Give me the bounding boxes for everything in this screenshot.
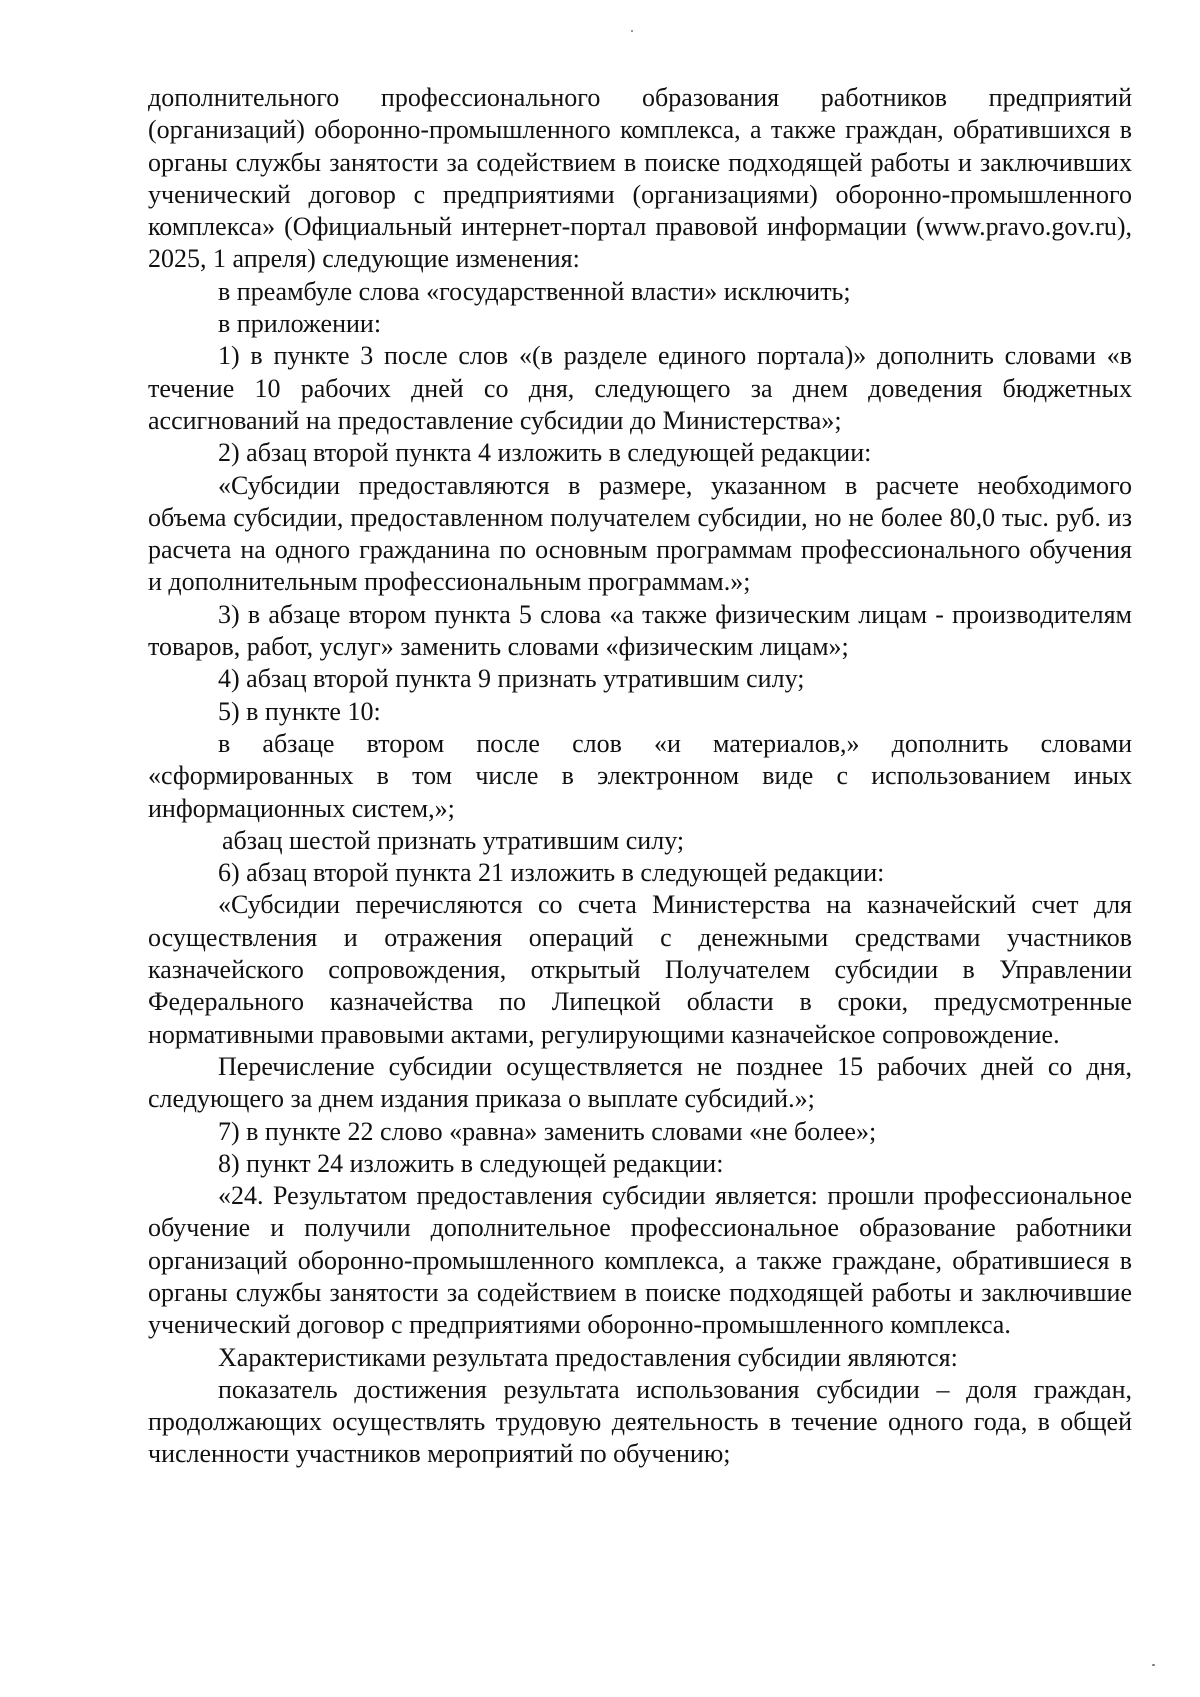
paragraph-item-1: 1) в пункте 3 после слов «(в разделе единого портала)» дополнить словами «в течение 10 рабочих дней со дня, следующего за днем доведения бюджетных ассигнований на предоставление субсидии до Министерства»;: [148, 341, 1132, 435]
paragraph-item-5: 5) в пункте 10:: [218, 696, 381, 726]
paragraph-item-5-a: в абзаце втором после слов «и материалов,» дополнить словами «сформированных в том числе в электронном виде с использованием иных информационных систем,»;: [148, 728, 1132, 823]
paragraph-item-2: 2) абзац второй пункта 4 изложить в следующей редакции:: [218, 438, 872, 468]
paragraph-item-7: 7) в пункте 22 слово «равна» заменить словами «не более»;: [218, 1116, 877, 1146]
paragraph-item-4: 4) абзац второй пункта 9 признать утратившим силу;: [218, 664, 805, 694]
scan-speck: [631, 30, 633, 32]
paragraph-continuation: дополнительного профессионального образования работников предприятий (организаций) оборонно-промышленного комплекса, а также граждан, обратившихся в органы службы занятости за содействием в поиске подходящей работы и заключивших ученический договор с предприятиями (организациями) оборонно-промышленного комплекса» (Официальный интернет-портал правовой информации (www.pravo.gov.ru), 2025, 1 апреля) следующие изменения:: [148, 83, 1132, 274]
paragraph-item-3: 3) в абзаце втором пункта 5 слова «а также физическим лицам - производителям товаров, работ, услуг» заменить словами «физическим лицам»;: [148, 599, 1132, 662]
paragraph-characteristics: Характеристиками результата предоставления субсидии являются:: [218, 1342, 958, 1372]
paragraph-indicator: показатель достижения результата использования субсидии – доля граждан, продолжающих осуществлять трудовую деятельность в течение одного года, в общей численности участников мероприятий по обучению;: [148, 1374, 1132, 1469]
scan-speck: [1152, 1664, 1155, 1666]
paragraph-item-5-b: абзац шестой признать утратившим силу;: [222, 825, 685, 855]
paragraph-item-8-quote: «24. Результатом предоставления субсидии является: прошли профессиональное обучение и получили дополнительное профессиональное образование работники организаций оборонно-промышленного комплекса, а также граждане, обратившиеся в органы службы занятости за содействием в поиске подходящей работы и заключившие ученический договор с предприятиями оборонно-промышленного комплекса.: [148, 1181, 1132, 1340]
paragraph-item-6-quote-2: Перечисление субсидии осуществляется не позднее 15 рабочих дней со дня, следующего за днем издания приказа о выплате субсидий.»;: [148, 1051, 1132, 1114]
paragraph-appendix-intro: в приложении:: [218, 309, 382, 339]
document-body: [148, 82, 1132, 1471]
paragraph-item-8: 8) пункт 24 изложить в следующей редакции:: [218, 1148, 724, 1178]
paragraph-item-6-quote: «Субсидии перечисляются со счета Министерства на казначейский счет для осуществления и отражения операций с денежными средствами участников казначейского сопровождения, открытый Получателем субсидии в Управлении Федерального казначейства по Липецкой области в сроки, предусмотренные нормативными правовыми актами, регулирующими казначейское сопровождение.: [148, 890, 1132, 1049]
paragraph-item-2-quote: «Субсидии предоставляются в размере, указанном в расчете необходимого объема субсидии, предоставленном получателем субсидии, но не более 80,0 тыс. руб. из расчета на одного гражданина по основным программам профессионального обучения и дополнительным профессиональным программам.»;: [148, 470, 1132, 597]
paragraph-item-6: 6) абзац второй пункта 21 изложить в следующей редакции:: [218, 858, 885, 888]
paragraph-preamble-change: в преамбуле слова «государственной власти» исключить;: [218, 276, 851, 306]
